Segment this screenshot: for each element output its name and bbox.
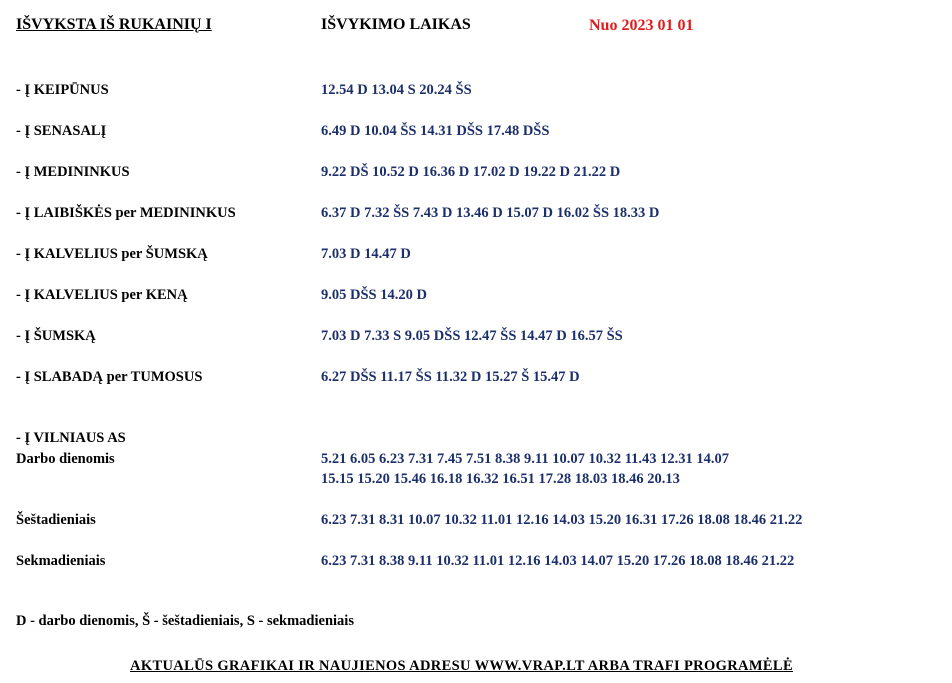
valid-from-date: Nuo 2023 01 01	[589, 17, 694, 34]
departure-time-heading: IŠVYKIMO LAIKAS	[321, 16, 471, 33]
route-times: 6.37 D 7.32 ŠS 7.43 D 13.46 D 15.07 D 16.02 ŠS 18.33 D	[321, 205, 660, 221]
sunday-label: Sekmadieniais	[16, 553, 106, 569]
weekdays-times-line-2: 15.15 15.20 15.46 16.18 16.32 16.51 17.28 18.03 18.46 20.13	[321, 471, 680, 487]
saturday-label: Šeštadieniais	[16, 512, 96, 528]
route-label: - Į SENASALĮ	[16, 123, 107, 139]
route-label: - Į MEDININKUS	[16, 164, 130, 180]
route-label: - Į SLABADĄ per TUMOSUS	[16, 369, 203, 385]
route-times: 6.49 D 10.04 ŠS 14.31 DŠS 17.48 DŠS	[321, 123, 550, 139]
sunday-times: 6.23 7.31 8.38 9.11 10.32 11.01 12.16 14.03 14.07 15.20 17.26 18.08 18.46 21.22	[321, 553, 795, 569]
route-label: - Į KEIPŪNUS	[16, 82, 109, 98]
vilnius-route-label: - Į VILNIAUS AS	[16, 430, 126, 446]
weekdays-label: Darbo dienomis	[16, 451, 115, 467]
legend: D - darbo dienomis, Š - šeštadieniais, S - sekmadieniais	[16, 613, 354, 629]
page-title: IŠVYKSTA IŠ RUKAINIŲ I	[16, 16, 212, 33]
route-times: 12.54 D 13.04 S 20.24 ŠS	[321, 82, 472, 98]
route-label: - Į KALVELIUS per ŠUMSKĄ	[16, 246, 208, 262]
route-label: - Į KALVELIUS per KENĄ	[16, 287, 188, 303]
route-times: 9.22 DŠ 10.52 D 16.36 D 17.02 D 19.22 D 21.22 D	[321, 164, 621, 180]
route-times: 7.03 D 14.47 D	[321, 246, 411, 262]
route-label: - Į ŠUMSKĄ	[16, 328, 96, 344]
route-times: 9.05 DŠS 14.20 D	[321, 287, 427, 303]
route-label: - Į LAIBIŠKĖS per MEDININKUS	[16, 205, 236, 221]
route-times: 7.03 D 7.33 S 9.05 DŠS 12.47 ŠS 14.47 D 16.57 ŠS	[321, 328, 623, 344]
route-times: 6.27 DŠS 11.17 ŠS 11.32 D 15.27 Š 15.47 D	[321, 369, 580, 385]
saturday-times: 6.23 7.31 8.31 10.07 10.32 11.01 12.16 14.03 15.20 16.31 17.26 18.08 18.46 21.22	[321, 512, 803, 528]
weekdays-times-line-1: 5.21 6.05 6.23 7.31 7.45 7.51 8.38 9.11 10.07 10.32 11.43 12.31 14.07	[321, 451, 730, 467]
footer-notice: AKTUALŪS GRAFIKAI IR NAUJIENOS ADRESU WWW.VRAP.LT ARBA TRAFI PROGRAMĖLĖ	[130, 658, 793, 674]
